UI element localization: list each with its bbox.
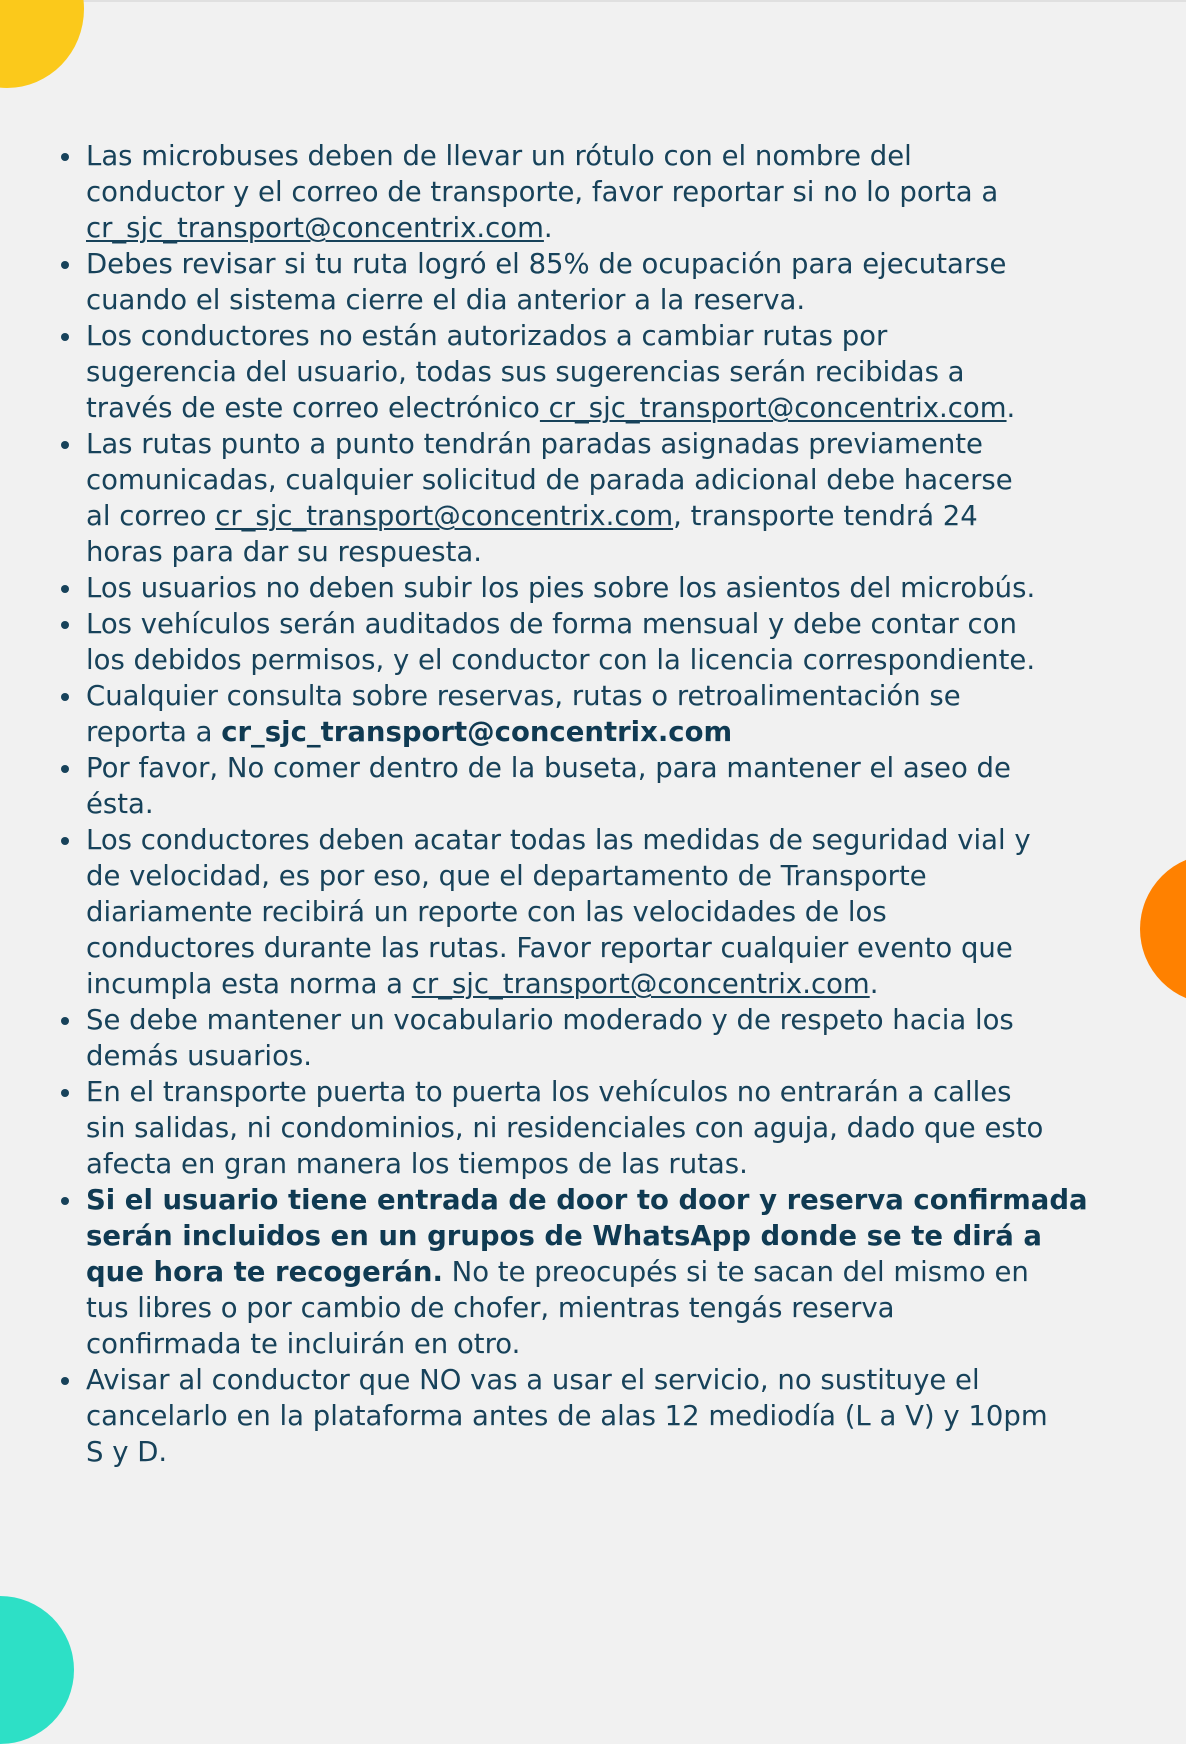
rule-text: En el transporte puerta to puerta los vehículos no entrarán a calles: [86, 1076, 1012, 1108]
emphasized-text: Si el usuario tiene entrada de door to door y reserva confirmada: [86, 1184, 1088, 1216]
rule-text: través de este correo electrónico: [86, 392, 540, 424]
email-link[interactable]: cr_sjc_transport@concentrix.com: [539, 392, 1007, 424]
rule-line: [86, 606, 1178, 642]
rule-item: [86, 750, 1178, 822]
rule-text: Los conductores no están autorizados a cambiar rutas por: [86, 320, 888, 352]
rule-text: afecta en gran manera los tiempos de las rutas.: [86, 1148, 748, 1180]
rule-line: [86, 678, 1178, 714]
rule-item: [86, 606, 1178, 678]
rule-line: [86, 138, 1178, 174]
rule-line: [86, 1290, 1178, 1326]
rule-text: Por favor, No comer dentro de la buseta, para mantener el aseo de: [86, 752, 1011, 784]
rule-text: cancelarlo en la plataforma antes de alas 12 mediodía (L a V) y 10pm: [86, 1400, 1048, 1432]
rule-text: los debidos permisos, y el conductor con la licencia correspondiente.: [86, 644, 1036, 676]
rule-line: [86, 1110, 1178, 1146]
rule-item: [86, 678, 1178, 750]
rule-text: ésta.: [86, 788, 154, 820]
emphasized-text: cr_sjc_transport@concentrix.com: [221, 716, 733, 748]
rule-line: [86, 930, 1178, 966]
rule-text: Las microbuses deben de llevar un rótulo con el nombre del: [86, 140, 912, 172]
rule-text: Avisar al conductor que NO vas a usar el servicio, no sustituye el: [86, 1364, 980, 1396]
rule-item: [86, 1002, 1178, 1074]
rule-line: [86, 894, 1178, 930]
rule-line: [86, 1398, 1178, 1434]
rule-text: , transporte tendrá 24: [673, 500, 978, 532]
rule-line: [86, 1074, 1178, 1110]
teal-circle-decoration: [0, 1596, 74, 1744]
rule-text: Los conductores deben acatar todas las medidas de seguridad vial y: [86, 824, 1031, 856]
rule-text: Los vehículos serán auditados de forma mensual y debe contar con: [86, 608, 1017, 640]
rule-line: [86, 966, 1178, 1002]
emphasized-text: serán incluidos en un grupos de WhatsApp donde se te dirá a: [86, 1220, 1042, 1252]
yellow-circle-decoration: [0, 0, 84, 88]
rule-text: reporta a: [86, 716, 222, 748]
rule-text: sin salidas, ni condominios, ni residenciales con aguja, dado que esto: [86, 1112, 1044, 1144]
rule-line: [86, 462, 1178, 498]
rule-line: [86, 534, 1178, 570]
rule-text: Debes revisar si tu ruta logró el 85% de ocupación para ejecutarse: [86, 248, 1007, 280]
email-link[interactable]: cr_sjc_transport@concentrix.com: [215, 500, 674, 532]
rule-item: [86, 1362, 1178, 1470]
rule-text: comunicadas, cualquier solicitud de parada adicional debe hacerse: [86, 464, 1013, 496]
rule-text: Se debe mantener un vocabulario moderado y de respeto hacia los: [86, 1004, 1014, 1036]
rule-text: tus libres o por cambio de chofer, mientras tengás reserva: [86, 1292, 895, 1324]
rule-line: [86, 570, 1178, 606]
rule-line: [86, 426, 1178, 462]
rule-line: [86, 786, 1178, 822]
rule-text: S y D.: [86, 1436, 168, 1468]
rule-line: [86, 822, 1178, 858]
rule-text: de velocidad, es por eso, que el departamento de Transporte: [86, 860, 927, 892]
rule-item: [86, 318, 1178, 426]
rule-item: [86, 822, 1178, 1002]
rule-text: horas para dar su respuesta.: [86, 536, 482, 568]
rule-line: [86, 1038, 1178, 1074]
email-link[interactable]: cr_sjc_transport@concentrix.com: [411, 968, 870, 1000]
rule-line: [86, 246, 1178, 282]
rule-line: [86, 1182, 1178, 1218]
rule-text: confirmada te incluirán en otro.: [86, 1328, 521, 1360]
rule-line: [86, 210, 1178, 246]
rule-item: [86, 246, 1178, 318]
rule-line: [86, 714, 1178, 750]
rule-line: [86, 318, 1178, 354]
rule-text: cuando el sistema cierre el dia anterior a la reserva.: [86, 284, 806, 316]
email-link[interactable]: cr_sjc_transport@concentrix.com: [86, 212, 544, 244]
rule-text: diariamente recibirá un reporte con las velocidades de los: [86, 896, 887, 928]
rule-item: [86, 1182, 1178, 1362]
rule-line: [86, 1002, 1178, 1038]
rule-line: [86, 174, 1178, 210]
rule-line: [86, 642, 1178, 678]
rule-line: [86, 1434, 1178, 1470]
rule-text: Cualquier consulta sobre reservas, rutas o retroalimentación se: [86, 680, 961, 712]
rule-text: conductor y el correo de transporte, favor reportar si no lo porta a: [86, 176, 999, 208]
rule-text: No te preocupés si te sacan del mismo en: [442, 1256, 1029, 1288]
rule-line: [86, 858, 1178, 894]
rule-text: .: [543, 212, 553, 244]
rule-line: [86, 498, 1178, 534]
rule-item: [86, 138, 1178, 246]
rule-item: [86, 1074, 1178, 1182]
rule-text: demás usuarios.: [86, 1040, 312, 1072]
rule-text: incumpla esta norma a: [86, 968, 412, 1000]
rule-line: [86, 354, 1178, 390]
rule-line: [86, 390, 1178, 426]
rule-text: conductores durante las rutas. Favor reportar cualquier evento que: [86, 932, 1013, 964]
rule-line: [86, 750, 1178, 786]
rule-text: .: [1006, 392, 1016, 424]
rule-line: [86, 1362, 1178, 1398]
rule-text: Las rutas punto a punto tendrán paradas asignadas previamente: [86, 428, 983, 460]
rule-item: [86, 570, 1178, 606]
rule-line: [86, 1146, 1178, 1182]
emphasized-text: que hora te recogerán.: [86, 1256, 443, 1288]
rule-line: [86, 1218, 1178, 1254]
rule-line: [86, 1326, 1178, 1362]
rule-item: [86, 426, 1178, 570]
rule-text: al correo: [86, 500, 216, 532]
top-border: [0, 0, 1186, 2]
rule-line: [86, 282, 1178, 318]
rule-text: .: [869, 968, 879, 1000]
rule-text: Los usuarios no deben subir los pies sobre los asientos del microbús.: [86, 572, 1036, 604]
rule-line: [86, 1254, 1178, 1290]
rule-text: sugerencia del usuario, todas sus sugerencias serán recibidas a: [86, 356, 965, 388]
transport-rules-list: [86, 138, 1178, 1470]
